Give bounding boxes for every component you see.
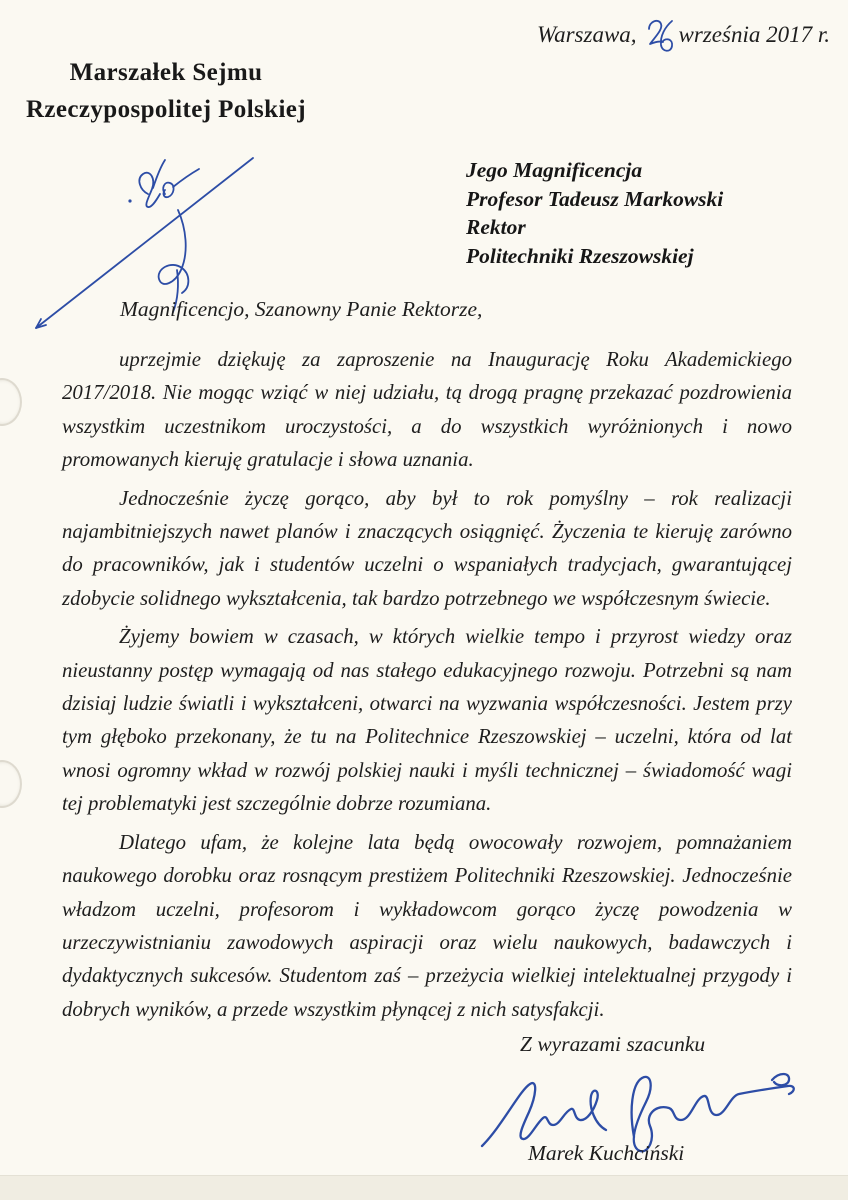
dateline-rest: września 2017 r. [678,22,830,47]
signer-name: Marek Kuchciński [528,1141,685,1165]
recipient-line-name: Profesor Tadeusz Markowski [466,186,724,211]
letterhead [16,54,316,128]
punch-hole-shadow-bottom [0,760,22,808]
handwritten-day-ink [644,16,676,56]
valediction: Z wyrazami szacunku [520,1032,706,1056]
paragraph-3: Żyjemy bowiem w czasach, w których wielkie tempo i przyrost wiedzy oraz nieustanny postęp wymagają od nas stałego edukacyjnego rozwoju. Potrzebni są nam dzisiaj ludzie światli i wykształceni, otwarci na wyzwania współczesności. Jestem przy tym głęboko przekonany, że tu na Politechnice Rzeszowskiej – uczelni, która od lat wnosi ogromny wkład w rozwój polskiej nauki i myśli technicznej – świadomość wagi tej problematyki jest szczególnie dobrze rozumiana. [62,625,792,816]
letterhead-line2: Rzeczypospolitej Polskiej [25,96,307,123]
scan-edge-strip [0,1175,848,1200]
paragraph-2: Jednocześnie życzę gorąco, aby był to rok pomyślny – rok realizacji najambitniejszych nawet planów i znaczących osiągnięć. Życzenia te kieruję zarówno do pracowników, jak i studentów uczelni o wspaniałych tradycjach, gwarantującej zdobycie solidnego wykształcenia, tak bardzo potrzebnego we współczesnym świecie. [62,486,792,610]
punch-hole-shadow-top [0,378,22,426]
recipient-line-title: Rektor [466,215,526,239]
dateline-city: Warszawa, [537,22,637,47]
dateline [537,20,830,56]
recipient-line-honorific: Jego Magnificencja [466,158,643,182]
recipient-line-institution: Politechniki Rzeszowskiej [466,243,694,268]
letterhead-line1: Marszałek Sejmu [69,59,263,86]
letter-body [62,343,792,1031]
recipient-block [466,156,723,270]
paragraph-4: Dlatego ufam, że kolejne lata będą owocowały rozwojem, pomnażaniem naukowego dorobku oraz rosnącym prestiżem Politechniki Rzeszowskiej. Jednocześnie władzom uczelni, profesorom i wykładowcom gorąco życzę powodzenia w urzeczywistnianiu zawodowych aspiracji oraz wielu naukowych, badawczych i dydaktycznych sukcesów. Studentom zaś – przeżycia wielkiej intelektualnej przygody i dobrych wyników, a przede wszystkim płynącej z nich satysfakcji. [62,830,792,1021]
salutation: Magnificencjo, Szanowny Panie Rektorze, [120,297,483,321]
paragraph-1: uprzejmie dziękuję za zaproszenie na Inaugurację Roku Akademickiego 2017/2018. Nie mogąc wziąć w niej udziału, tą drogą pragnę przekazać pozdrowienia wszystkim uczestnikom uroczystości, a do wszystkich wyróżnionych i nowo promowanych kieruję gratulacje i słowa uznania. [62,348,792,472]
